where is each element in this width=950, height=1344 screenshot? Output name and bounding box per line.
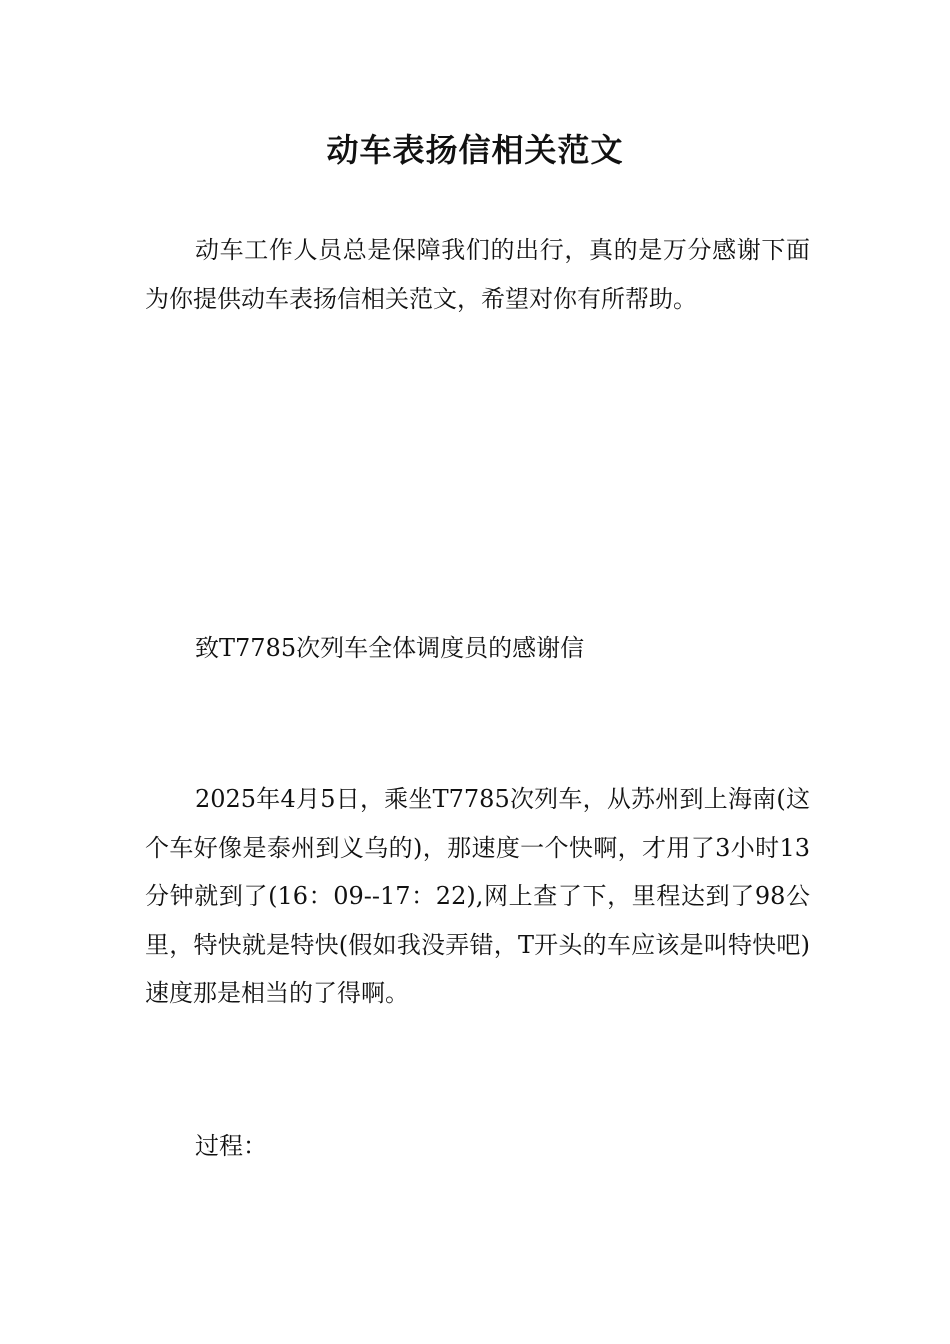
- document-title: 动车表扬信相关范文: [326, 131, 624, 169]
- letter-heading: 致T7785次列车全体调度员的感谢信: [195, 634, 585, 662]
- process-label: 过程：: [195, 1132, 267, 1160]
- intro-paragraph: 动车工作人员总是保障我们的出行，真的是万分感谢下面为你提供动车表扬信相关范文，希望对你有所帮助。: [145, 236, 810, 313]
- story-paragraph: 2025年4月5日，乘坐T7785次列车，从苏州到上海南(这个车好像是泰州到义乌的)，那速度一个快啊，才用了3小时13分钟就到了(16：09--17：22),网上查了下，里程达到了98公里，特快就是特快(假如我没弄错，T开头的车应该是叫特快吧)速度那是相当的了得啊。: [145, 785, 810, 1007]
